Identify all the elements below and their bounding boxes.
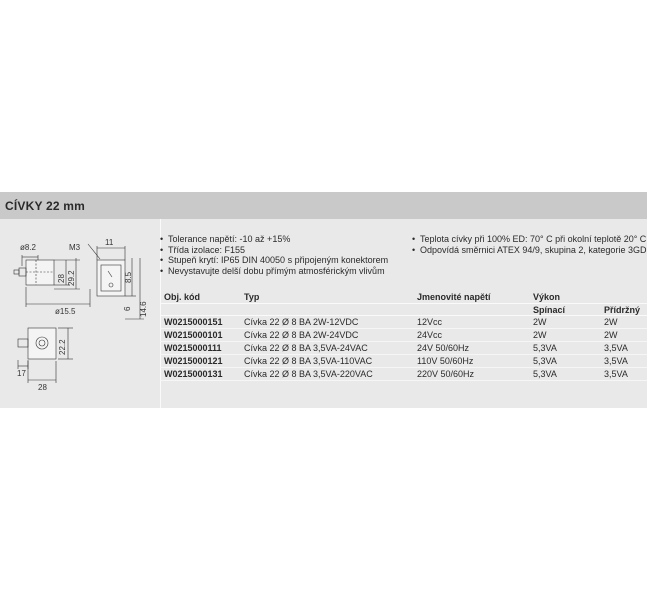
list-item: • Tolerance napětí: -10 až +15% — [160, 234, 291, 244]
header-holding: Přídržný — [600, 304, 647, 316]
dim-label: 8.5 — [124, 271, 133, 283]
cell-voltage: 110V 50/60Hz — [413, 355, 529, 368]
table-row — [160, 316, 647, 329]
product-panel — [0, 192, 647, 408]
cell-holding: 3,5VA — [600, 355, 647, 368]
dim-label: 6 — [123, 306, 132, 311]
list-item: • Stupeň krytí: IP65 DIN 40050 s připojeným konektorem — [160, 255, 389, 265]
cell-voltage: 12Vcc — [413, 316, 529, 329]
subheader-empty — [413, 304, 529, 316]
header-voltage: Jmenovité napětí — [413, 291, 529, 304]
header-empty — [600, 291, 647, 304]
bullet-icon: • — [412, 234, 416, 244]
cell-switching: 5,3VA — [529, 342, 600, 355]
header-power: Výkon — [529, 291, 600, 304]
list-item: • Teplota cívky při 100% ED: 70° C při okolní teplotě 20° C — [412, 234, 647, 244]
cell-code: W0215000131 — [160, 368, 240, 381]
coil-technical-drawing — [0, 219, 160, 408]
cell-holding: 3,5VA — [600, 342, 647, 355]
subheader-empty — [160, 304, 240, 316]
cell-voltage: 220V 50/60Hz — [413, 368, 529, 381]
cell-type: Cívka 22 Ø 8 BA 2W-12VDC — [240, 316, 413, 329]
cell-switching: 5,3VA — [529, 355, 600, 368]
bullet-icon: • — [160, 234, 164, 244]
header-type: Typ — [240, 291, 413, 304]
bullet-list-left — [160, 234, 410, 276]
table-row — [160, 329, 647, 342]
cell-holding: 2W — [600, 329, 647, 342]
cell-holding: 2W — [600, 316, 647, 329]
cell-type: Cívka 22 Ø 8 BA 3,5VA-220VAC — [240, 368, 413, 381]
dim-label: 17 — [17, 369, 26, 378]
dim-label: ø15.5 — [55, 307, 76, 316]
table-row — [160, 368, 647, 381]
dim-label: 22.2 — [58, 339, 67, 355]
subheader-empty — [240, 304, 413, 316]
list-item: • Třída izolace: F155 — [160, 244, 246, 255]
list-item: • Odpovídá směrnici ATEX 94/9, skupina 2, kategorie 3GD — [412, 244, 647, 255]
bullet-icon: • — [160, 265, 164, 276]
title-bar — [0, 192, 647, 219]
dim-label: ø8.2 — [20, 243, 37, 252]
dim-label: 28 — [57, 274, 66, 283]
cell-code: W0215000151 — [160, 316, 240, 329]
page-title: CÍVKY 22 mm — [5, 199, 86, 213]
bullet-icon: • — [412, 244, 416, 255]
header-switching: Spínací — [529, 304, 600, 316]
cell-switching: 5,3VA — [529, 368, 600, 381]
bullet-list-right — [412, 234, 647, 255]
cell-code: W0215000111 — [160, 342, 240, 355]
dim-label: 11 — [105, 238, 114, 247]
table-subheader-row — [160, 304, 647, 316]
cell-code: W0215000101 — [160, 329, 240, 342]
bullet-icon: • — [160, 244, 164, 255]
table-row — [160, 342, 647, 355]
cell-holding: 3,5VA — [600, 368, 647, 381]
list-item: • Nevystavujte delší dobu přímým atmosférickým vlivům — [160, 265, 385, 276]
cell-code: W0215000121 — [160, 355, 240, 368]
cell-switching: 2W — [529, 316, 600, 329]
dim-label: M3 — [69, 243, 81, 252]
dim-label: 29.2 — [67, 270, 76, 286]
header-code: Obj. kód — [160, 291, 240, 304]
cell-type: Cívka 22 Ø 8 BA 3,5VA-24VAC — [240, 342, 413, 355]
cell-type: Cívka 22 Ø 8 BA 3,5VA-110VAC — [240, 355, 413, 368]
coil-spec-table — [160, 291, 647, 381]
cell-voltage: 24V 50/60Hz — [413, 342, 529, 355]
dim-label: 14.6 — [139, 301, 148, 317]
cell-type: Cívka 22 Ø 8 BA 2W-24VDC — [240, 329, 413, 342]
cell-voltage: 24Vcc — [413, 329, 529, 342]
table-row — [160, 355, 647, 368]
cell-switching: 2W — [529, 329, 600, 342]
dim-label: 28 — [38, 383, 47, 392]
table-header-row — [160, 291, 647, 304]
bullet-icon: • — [160, 255, 164, 265]
